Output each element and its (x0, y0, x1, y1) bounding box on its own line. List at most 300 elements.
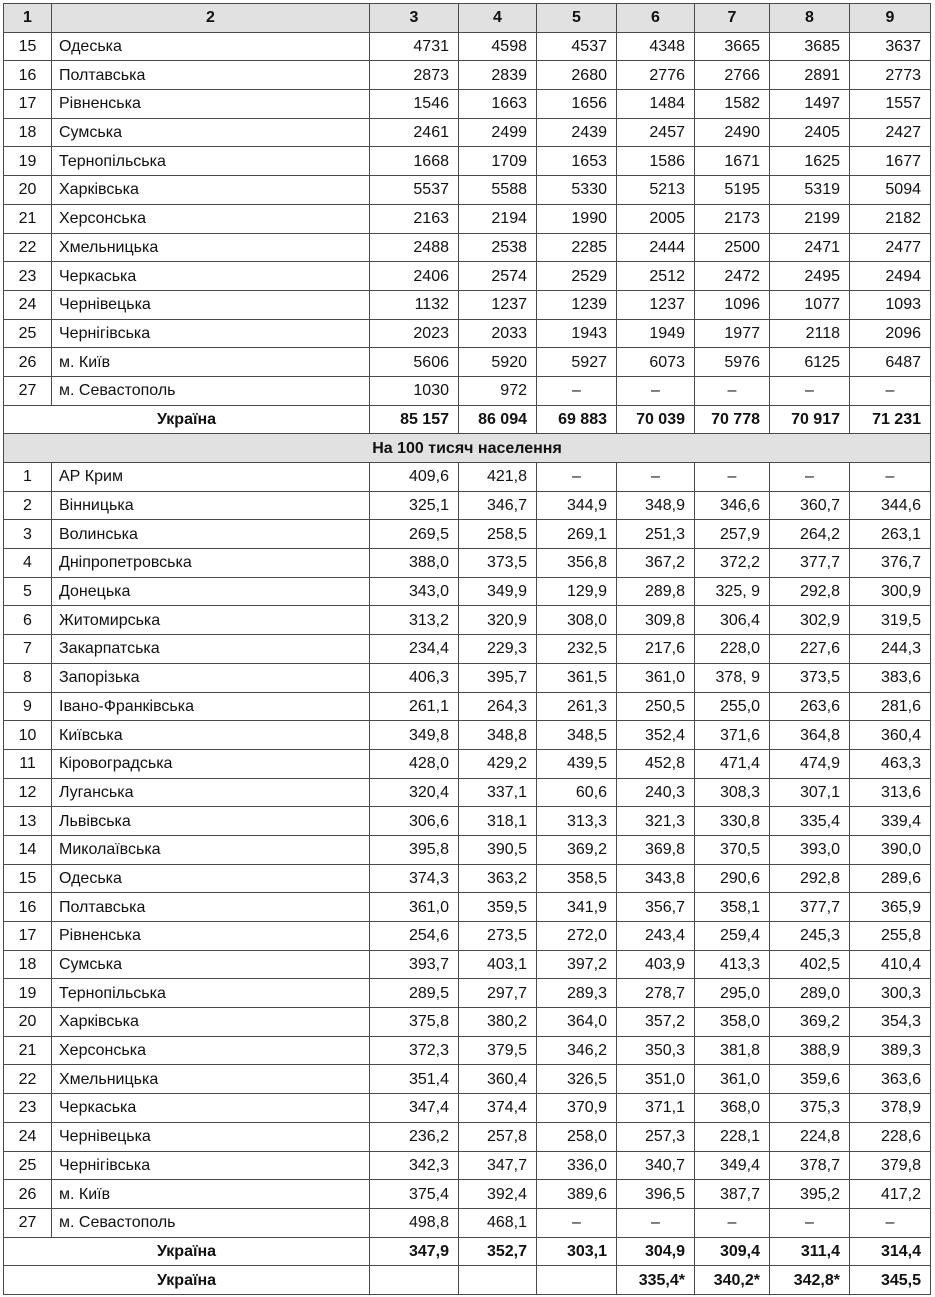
cell-value: 361,0 (695, 1065, 770, 1094)
cell-value: 342,3 (370, 1151, 459, 1180)
cell-value: – (850, 1208, 931, 1237)
table-row (4, 721, 931, 750)
row-number: 15 (4, 864, 52, 893)
region-name: Івано-Франківська (52, 692, 370, 721)
region-name: Київська (52, 721, 370, 750)
cell-value: 321,3 (617, 807, 695, 836)
row-number: 21 (4, 204, 52, 233)
cell-value: 2873 (370, 61, 459, 90)
cell-value: 351,0 (617, 1065, 695, 1094)
total-value: 304,9 (617, 1237, 695, 1266)
cell-value: 498,8 (370, 1208, 459, 1237)
cell-value: 257,3 (617, 1122, 695, 1151)
cell-value: 381,8 (695, 1036, 770, 1065)
cell-value: 343,8 (617, 864, 695, 893)
cell-value: – (617, 1208, 695, 1237)
cell-value: 289,0 (770, 979, 850, 1008)
cell-value: 295,0 (695, 979, 770, 1008)
region-name: Закарпатська (52, 635, 370, 664)
table-row (4, 463, 931, 492)
cell-value: 313,2 (370, 606, 459, 635)
cell-value: 361,5 (537, 663, 617, 692)
region-name: Сумська (52, 118, 370, 147)
cell-value: 390,0 (850, 835, 931, 864)
cell-value: 380,2 (459, 1008, 537, 1037)
table-row (4, 663, 931, 692)
cell-value: 348,8 (459, 721, 537, 750)
cell-value: 292,8 (770, 864, 850, 893)
cell-value: 2461 (370, 118, 459, 147)
region-name: Вінницька (52, 491, 370, 520)
total-value (370, 1266, 459, 1295)
total-row-rate (4, 1237, 931, 1266)
cell-value: 346,2 (537, 1036, 617, 1065)
region-name: Одеська (52, 32, 370, 61)
cell-value: 5195 (695, 176, 770, 205)
region-name: м. Київ (52, 348, 370, 377)
cell-value: 245,3 (770, 922, 850, 951)
cell-value: 269,5 (370, 520, 459, 549)
cell-value: 387,7 (695, 1180, 770, 1209)
cell-value: 406,3 (370, 663, 459, 692)
cell-value: 5588 (459, 176, 537, 205)
cell-value: 300,9 (850, 577, 931, 606)
cell-value: 463,3 (850, 749, 931, 778)
cell-value: 392,4 (459, 1180, 537, 1209)
cell-value: 369,2 (770, 1008, 850, 1037)
table-row (4, 749, 931, 778)
region-name: Донецька (52, 577, 370, 606)
table-row (4, 348, 931, 377)
cell-value: 2680 (537, 61, 617, 90)
cell-value: 5976 (695, 348, 770, 377)
cell-value: 371,1 (617, 1094, 695, 1123)
cell-value: 129,9 (537, 577, 617, 606)
row-number: 10 (4, 721, 52, 750)
cell-value: 351,4 (370, 1065, 459, 1094)
table-row (4, 520, 931, 549)
cell-value: 371,6 (695, 721, 770, 750)
cell-value: 258,5 (459, 520, 537, 549)
cell-value: 257,9 (695, 520, 770, 549)
cell-value: 346,7 (459, 491, 537, 520)
cell-value: 4348 (617, 32, 695, 61)
cell-value: – (537, 376, 617, 405)
total-value: 345,5 (850, 1266, 931, 1295)
cell-value: 289,3 (537, 979, 617, 1008)
table-row (4, 692, 931, 721)
table-row (4, 90, 931, 119)
table-row (4, 835, 931, 864)
cell-value: 2444 (617, 233, 695, 262)
cell-value: 4537 (537, 32, 617, 61)
table-row (4, 61, 931, 90)
cell-value: 1709 (459, 147, 537, 176)
cell-value: 264,3 (459, 692, 537, 721)
table-row (4, 376, 931, 405)
cell-value: 1096 (695, 290, 770, 319)
cell-value: 2477 (850, 233, 931, 262)
col-header-7: 7 (695, 4, 770, 33)
cell-value: 2194 (459, 204, 537, 233)
table-row (4, 549, 931, 578)
cell-value: 227,6 (770, 635, 850, 664)
region-name: Херсонська (52, 1036, 370, 1065)
cell-value: 389,3 (850, 1036, 931, 1065)
cell-value: 3637 (850, 32, 931, 61)
cell-value: 397,2 (537, 950, 617, 979)
cell-value: 359,5 (459, 893, 537, 922)
table-row (4, 233, 931, 262)
total-value: 69 883 (537, 405, 617, 434)
cell-value: 337,1 (459, 778, 537, 807)
cell-value: 257,8 (459, 1122, 537, 1151)
cell-value: 4598 (459, 32, 537, 61)
cell-value: 250,5 (617, 692, 695, 721)
cell-value: – (537, 1208, 617, 1237)
cell-value: 375,3 (770, 1094, 850, 1123)
cell-value: 309,8 (617, 606, 695, 635)
table-row (4, 176, 931, 205)
cell-value: 308,3 (695, 778, 770, 807)
row-number: 6 (4, 606, 52, 635)
table-row (4, 606, 931, 635)
cell-value: 306,4 (695, 606, 770, 635)
cell-value: 1653 (537, 147, 617, 176)
region-name: Черкаська (52, 1094, 370, 1123)
cell-value: 272,0 (537, 922, 617, 951)
cell-value: 2839 (459, 61, 537, 90)
total-value: 70 917 (770, 405, 850, 434)
row-number: 18 (4, 950, 52, 979)
cell-value: 5920 (459, 348, 537, 377)
cell-value: – (537, 463, 617, 492)
total-row-absolute (4, 405, 931, 434)
col-header-9: 9 (850, 4, 931, 33)
cell-value: 360,4 (459, 1065, 537, 1094)
col-header-3: 3 (370, 4, 459, 33)
cell-value: 360,4 (850, 721, 931, 750)
col-header-6: 6 (617, 4, 695, 33)
cell-value: 383,6 (850, 663, 931, 692)
row-number: 19 (4, 147, 52, 176)
table-row (4, 807, 931, 836)
cell-value: 369,2 (537, 835, 617, 864)
table-row (4, 1008, 931, 1037)
cell-value: 352,4 (617, 721, 695, 750)
row-number: 11 (4, 749, 52, 778)
col-header-2: 2 (52, 4, 370, 33)
cell-value: 336,0 (537, 1151, 617, 1180)
cell-value: 395,2 (770, 1180, 850, 1209)
cell-value: 5319 (770, 176, 850, 205)
region-name: Тернопільська (52, 979, 370, 1008)
cell-value: 343,0 (370, 577, 459, 606)
total-value: 70 039 (617, 405, 695, 434)
row-number: 25 (4, 1151, 52, 1180)
row-number: 27 (4, 1208, 52, 1237)
cell-value: 2490 (695, 118, 770, 147)
cell-value: 278,7 (617, 979, 695, 1008)
cell-value: 318,1 (459, 807, 537, 836)
cell-value: 1656 (537, 90, 617, 119)
cell-value: 5537 (370, 176, 459, 205)
region-name: Луганська (52, 778, 370, 807)
rate-per-100k-body (4, 463, 931, 1238)
statistics-table (3, 3, 931, 1295)
cell-value: 326,5 (537, 1065, 617, 1094)
cell-value: 358,5 (537, 864, 617, 893)
region-name: Кіровоградська (52, 749, 370, 778)
cell-value: 2891 (770, 61, 850, 90)
total-value (459, 1266, 537, 1295)
cell-value: 379,5 (459, 1036, 537, 1065)
cell-value: 5213 (617, 176, 695, 205)
cell-value: 313,6 (850, 778, 931, 807)
cell-value: 344,6 (850, 491, 931, 520)
cell-value: 325,1 (370, 491, 459, 520)
cell-value: 263,6 (770, 692, 850, 721)
cell-value: 2494 (850, 262, 931, 291)
cell-value: 319,5 (850, 606, 931, 635)
cell-value: 388,0 (370, 549, 459, 578)
cell-value: 349,4 (695, 1151, 770, 1180)
cell-value: 356,8 (537, 549, 617, 578)
cell-value: 2471 (770, 233, 850, 262)
total-value: 86 094 (459, 405, 537, 434)
row-number: 2 (4, 491, 52, 520)
cell-value: 358,0 (695, 1008, 770, 1037)
section-header-row (4, 434, 931, 463)
cell-value: 346,6 (695, 491, 770, 520)
cell-value: 468,1 (459, 1208, 537, 1237)
cell-value: 349,9 (459, 577, 537, 606)
cell-value: 2005 (617, 204, 695, 233)
total-value: 340,2* (695, 1266, 770, 1295)
row-number: 13 (4, 807, 52, 836)
cell-value: 1030 (370, 376, 459, 405)
cell-value: 359,6 (770, 1065, 850, 1094)
table-row (4, 577, 931, 606)
region-name: Хмельницька (52, 233, 370, 262)
region-name: Полтавська (52, 61, 370, 90)
cell-value: 302,9 (770, 606, 850, 635)
cell-value: 361,0 (370, 893, 459, 922)
cell-value: 228,1 (695, 1122, 770, 1151)
table-row (4, 32, 931, 61)
cell-value: 306,6 (370, 807, 459, 836)
region-name: Рівненська (52, 922, 370, 951)
cell-value: 417,2 (850, 1180, 931, 1209)
region-name: Харківська (52, 176, 370, 205)
row-number: 23 (4, 262, 52, 291)
cell-value: 6125 (770, 348, 850, 377)
cell-value: – (770, 376, 850, 405)
table-row (4, 118, 931, 147)
cell-value: 1484 (617, 90, 695, 119)
cell-value: 273,5 (459, 922, 537, 951)
cell-value: 5330 (537, 176, 617, 205)
region-name: Волинська (52, 520, 370, 549)
cell-value: 240,3 (617, 778, 695, 807)
row-number: 4 (4, 549, 52, 578)
cell-value: 254,6 (370, 922, 459, 951)
cell-value: 251,3 (617, 520, 695, 549)
cell-value: 379,8 (850, 1151, 931, 1180)
table-row (4, 979, 931, 1008)
row-number: 26 (4, 1180, 52, 1209)
table-row (4, 950, 931, 979)
cell-value: 348,5 (537, 721, 617, 750)
cell-value: 2439 (537, 118, 617, 147)
cell-value: 228,6 (850, 1122, 931, 1151)
table-row (4, 922, 931, 951)
cell-value: – (850, 463, 931, 492)
cell-value: 471,4 (695, 749, 770, 778)
cell-value: 372,3 (370, 1036, 459, 1065)
cell-value: 393,7 (370, 950, 459, 979)
row-number: 21 (4, 1036, 52, 1065)
cell-value: 378, 9 (695, 663, 770, 692)
cell-value: 356,7 (617, 893, 695, 922)
row-number: 19 (4, 979, 52, 1008)
cell-value: 325, 9 (695, 577, 770, 606)
row-number: 16 (4, 61, 52, 90)
cell-value: 1668 (370, 147, 459, 176)
total-value: 70 778 (695, 405, 770, 434)
cell-value: 349,8 (370, 721, 459, 750)
cell-value: 396,5 (617, 1180, 695, 1209)
cell-value: 339,4 (850, 807, 931, 836)
cell-value: 365,9 (850, 893, 931, 922)
table-row (4, 1094, 931, 1123)
total-value: 303,1 (537, 1237, 617, 1266)
row-number: 5 (4, 577, 52, 606)
row-number: 20 (4, 1008, 52, 1037)
cell-value: 2574 (459, 262, 537, 291)
cell-value: 377,7 (770, 549, 850, 578)
region-name: Запорізька (52, 663, 370, 692)
region-name: м. Київ (52, 1180, 370, 1209)
cell-value: 229,3 (459, 635, 537, 664)
row-number: 3 (4, 520, 52, 549)
total-label: Україна (4, 1266, 370, 1295)
cell-value: 367,2 (617, 549, 695, 578)
cell-value: 376,7 (850, 549, 931, 578)
cell-value: 330,8 (695, 807, 770, 836)
cell-value: 358,1 (695, 893, 770, 922)
total-value: 71 231 (850, 405, 931, 434)
cell-value: 5927 (537, 348, 617, 377)
region-name: Черкаська (52, 262, 370, 291)
cell-value: 341,9 (537, 893, 617, 922)
region-name: АР Крим (52, 463, 370, 492)
cell-value: 2173 (695, 204, 770, 233)
cell-value: 3685 (770, 32, 850, 61)
row-number: 22 (4, 1065, 52, 1094)
cell-value: 374,3 (370, 864, 459, 893)
cell-value: 1949 (617, 319, 695, 348)
cell-value: 474,9 (770, 749, 850, 778)
cell-value: 255,8 (850, 922, 931, 951)
cell-value: 378,9 (850, 1094, 931, 1123)
region-name: Хмельницька (52, 1065, 370, 1094)
cell-value: 402,5 (770, 950, 850, 979)
cell-value: 439,5 (537, 749, 617, 778)
table-row (4, 204, 931, 233)
region-name: Одеська (52, 864, 370, 893)
cell-value: 2512 (617, 262, 695, 291)
cell-value: 290,6 (695, 864, 770, 893)
cell-value: 2182 (850, 204, 931, 233)
col-header-1: 1 (4, 4, 52, 33)
cell-value: 1977 (695, 319, 770, 348)
row-number: 15 (4, 32, 52, 61)
cell-value: 261,1 (370, 692, 459, 721)
cell-value: 2499 (459, 118, 537, 147)
cell-value: 234,4 (370, 635, 459, 664)
cell-value: 297,7 (459, 979, 537, 1008)
cell-value: 372,2 (695, 549, 770, 578)
cell-value: 354,3 (850, 1008, 931, 1037)
column-number-header (4, 4, 931, 33)
cell-value: 375,8 (370, 1008, 459, 1037)
cell-value: 5094 (850, 176, 931, 205)
cell-value: 261,3 (537, 692, 617, 721)
cell-value: 289,5 (370, 979, 459, 1008)
cell-value: 2457 (617, 118, 695, 147)
cell-value: 403,9 (617, 950, 695, 979)
cell-value: 1546 (370, 90, 459, 119)
cell-value: 224,8 (770, 1122, 850, 1151)
cell-value: 1677 (850, 147, 931, 176)
cell-value: – (850, 376, 931, 405)
col-header-5: 5 (537, 4, 617, 33)
cell-value: 340,7 (617, 1151, 695, 1180)
total-row-rate-alt (4, 1266, 931, 1295)
cell-value: 1557 (850, 90, 931, 119)
row-number: 12 (4, 778, 52, 807)
region-name: Чернігівська (52, 319, 370, 348)
row-number: 24 (4, 290, 52, 319)
cell-value: 307,1 (770, 778, 850, 807)
cell-value: 373,5 (770, 663, 850, 692)
cell-value: 368,0 (695, 1094, 770, 1123)
section-title: На 100 тисяч населення (4, 434, 931, 463)
cell-value: 390,5 (459, 835, 537, 864)
cell-value: 1077 (770, 290, 850, 319)
cell-value: 388,9 (770, 1036, 850, 1065)
cell-value: 360,7 (770, 491, 850, 520)
region-name: м. Севастополь (52, 376, 370, 405)
total-value: 314,4 (850, 1237, 931, 1266)
cell-value: 377,7 (770, 893, 850, 922)
row-number: 17 (4, 922, 52, 951)
cell-value: 258,0 (537, 1122, 617, 1151)
cell-value: 410,4 (850, 950, 931, 979)
cell-value: 409,6 (370, 463, 459, 492)
cell-value: 2406 (370, 262, 459, 291)
total-label: Україна (4, 405, 370, 434)
cell-value: 320,4 (370, 778, 459, 807)
region-name: Миколаївська (52, 835, 370, 864)
cell-value: 421,8 (459, 463, 537, 492)
table-row (4, 1036, 931, 1065)
cell-value: 2118 (770, 319, 850, 348)
cell-value: 357,2 (617, 1008, 695, 1037)
region-name: Тернопільська (52, 147, 370, 176)
cell-value: 2472 (695, 262, 770, 291)
